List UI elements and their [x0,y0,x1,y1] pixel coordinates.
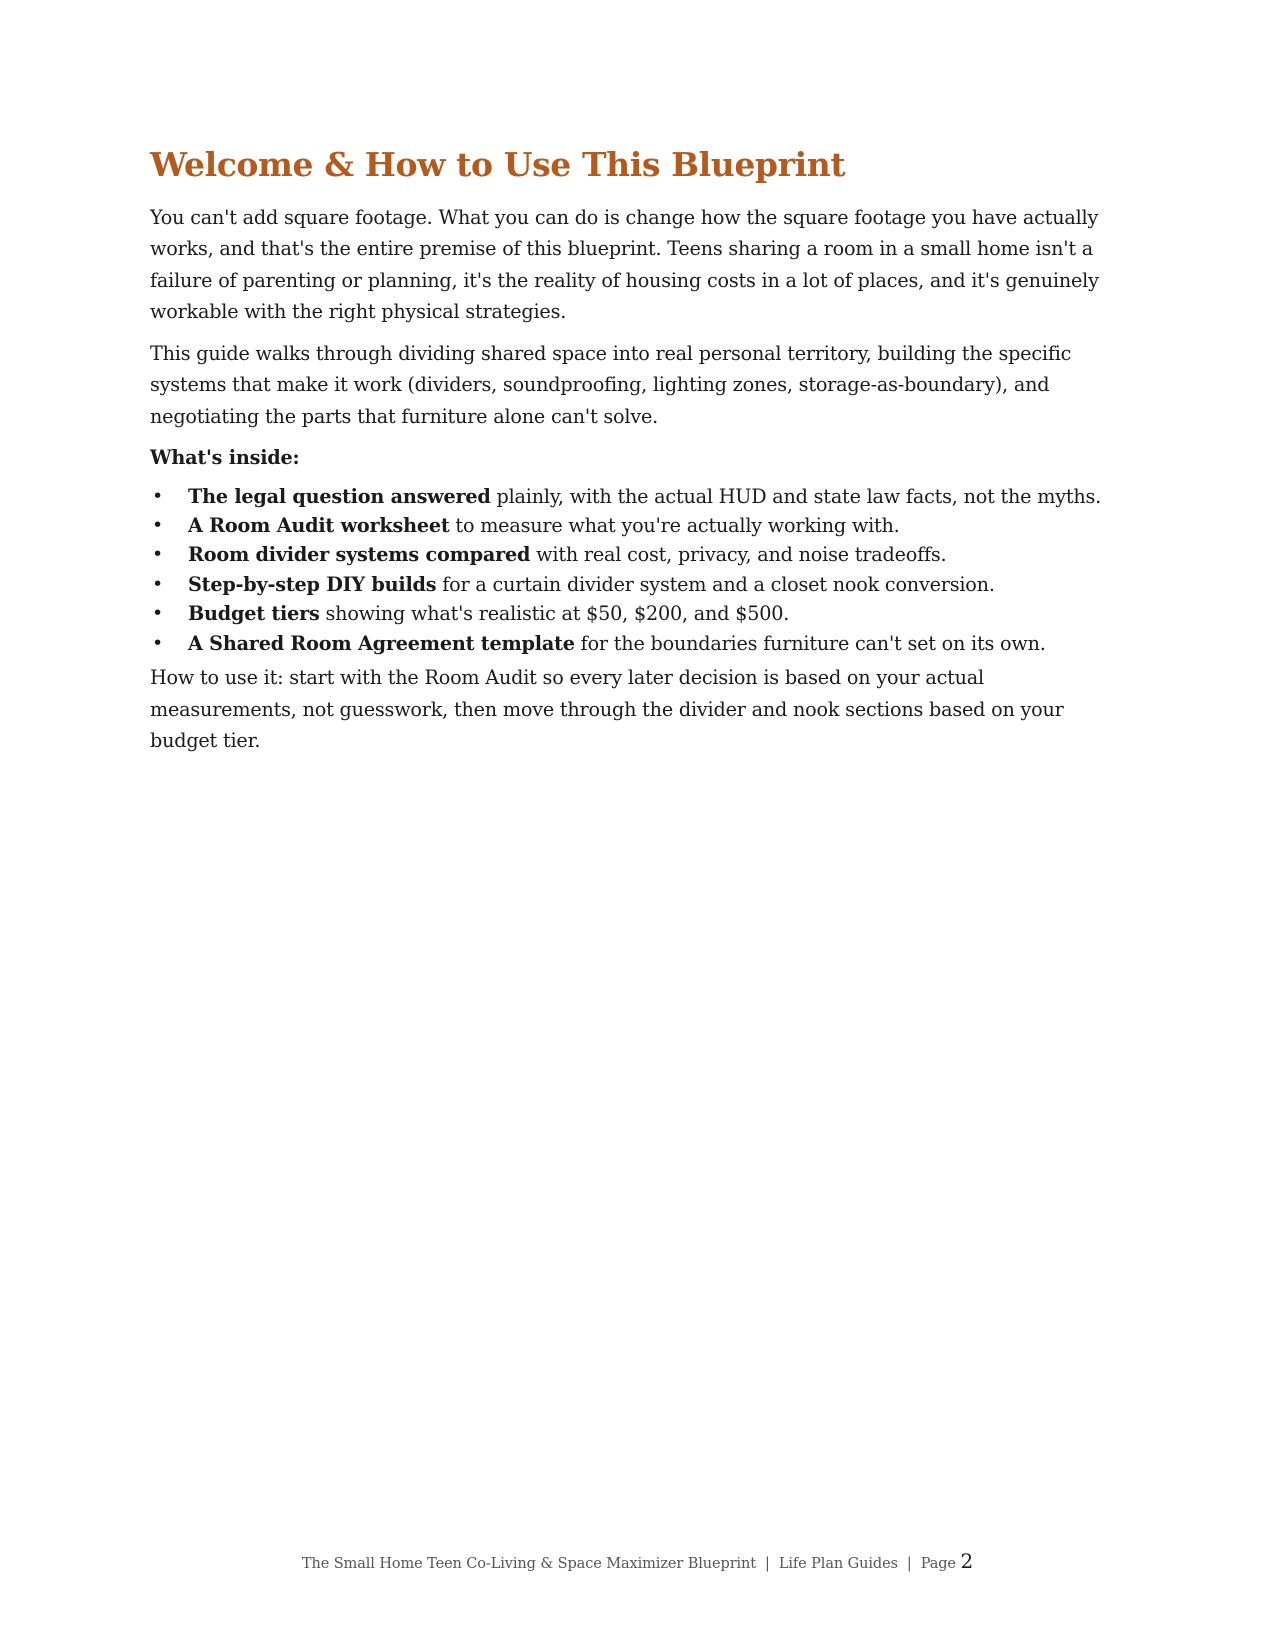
list-item-bold-text: Room divider systems compared [188,543,531,567]
footer-doc-title: The Small Home Teen Co-Living & Space Maximizer Blueprint [301,1556,757,1572]
bullet-icon: • [152,602,164,625]
list-item-budget-tiers [150,599,1125,628]
list-item-room-audit [150,511,1125,540]
list-item-text: for the boundaries furniture can't set on its own. [574,631,1046,655]
list-item-bold-text: The legal question answered [188,484,491,508]
bullet-icon: • [152,543,164,566]
list-item-bold-text: Step-by-step DIY builds [188,572,437,596]
footer-series-name: Life Plan Guides [778,1556,898,1572]
footer-separator: | [906,1556,912,1572]
footer-page-number: 2 [960,1549,974,1573]
footer-separator: | [765,1556,770,1572]
page-body [150,145,1125,767]
guide-overview-paragraph: This guide walks through dividing shared space into real personal territory, building the specific systems that make it work (dividers, soundproofing, lighting zones, storage-as-boundary), and negotiating the parts that furniture alone can't solve. [150,341,1072,428]
list-item-room-agreement [150,629,1125,658]
list-item-bold-text: A Room Audit worksheet [188,514,450,537]
list-item-diy-builds [150,570,1125,599]
section-title: Welcome & How to Use This Blueprint [150,145,846,184]
bullet-icon: • [152,631,164,654]
list-item-text: with real cost, privacy, and noise tradeoffs. [530,543,947,567]
list-item-text: showing what's realistic at $50, $200, and $500. [319,602,790,626]
how-to-use-paragraph: How to use it: start with the Room Audit so every later decision is based on your actual measurements, not guesswork, then move through the divider and nook sections based on your budget tier. [150,666,1064,753]
whats-inside-heading: What's inside: [150,446,300,470]
intro-paragraph: You can't add square footage. What you can do is change how the square footage you have actually works, and that's the entire premise of this blueprint. Teens sharing a room in a small home isn't a failure of parenting or planning, it's the reality of housing costs in a lot of places, and it's genuinely workable with the right physical strategies. [150,205,1099,324]
list-item-bold-text: Budget tiers [188,602,320,626]
list-item-divider-systems [150,540,1125,569]
contents-list [150,482,1125,658]
footer-page-label: Page [920,1556,956,1572]
bullet-icon: • [152,572,164,595]
list-item-legal-question [150,482,1125,511]
bullet-icon: • [152,514,164,536]
list-item-text: to measure what you're actually working with. [449,514,900,537]
list-item-text: plainly, with the actual HUD and state law facts, not the myths. [490,484,1102,508]
list-item-text: for a curtain divider system and a closet nook conversion. [436,572,995,596]
bullet-icon: • [152,484,164,507]
list-item-bold-text: A Shared Room Agreement template [188,631,575,655]
page-footer [0,1549,1275,1573]
